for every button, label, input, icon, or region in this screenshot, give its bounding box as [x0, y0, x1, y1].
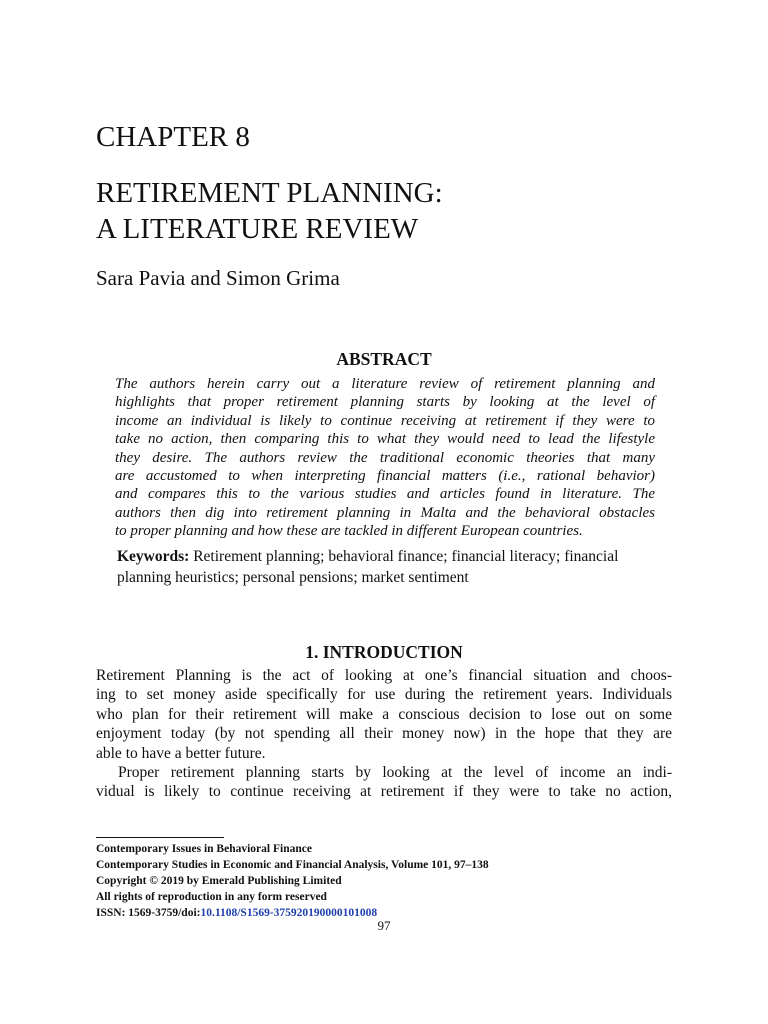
abstract-line: authors then dig into retirement planning in Malta and the behavioral obstacles — [115, 504, 655, 521]
introduction-line: enjoyment today (by not spending all their money now) in the hope that they are — [96, 725, 672, 743]
abstract-body — [115, 375, 655, 541]
doi-link[interactable]: 10.1108/S1569-375920190000101008 — [200, 907, 378, 919]
introduction-line: who plan for their retirement will make a conscious decision to lose out on some — [96, 705, 672, 723]
chapter-title-line: RETIREMENT PLANNING: — [96, 177, 443, 209]
abstract-line: highlights that proper retirement planning starts by looking at the level of — [115, 394, 655, 411]
footnote-book-title: Contemporary Issues in Behavioral Finance — [96, 843, 312, 855]
abstract-line: to proper planning and how these are tackled in different European countries. — [115, 523, 583, 540]
page-number: 97 — [377, 918, 391, 933]
issn-prefix: ISSN: 1569-3759/doi: — [96, 907, 201, 919]
introduction-body — [96, 666, 672, 802]
abstract-line: income an individual is likely to continue receiving at retirement if they were to — [115, 412, 655, 429]
chapter-title — [96, 175, 443, 247]
introduction-line: vidual is likely to continue receiving at retirement if they were to take no action, — [96, 783, 672, 801]
abstract-line: take no action, then comparing this to what they would need to lead the lifestyle — [115, 431, 655, 448]
footnote-copyright: Copyright © 2019 by Emerald Publishing Limited — [96, 875, 342, 887]
abstract-line: The authors herein carry out a literature review of retirement planning and — [115, 376, 655, 392]
footnote-rule — [96, 837, 224, 838]
introduction-line: Retirement Planning is the act of looking at one’s financial situation and choos- — [96, 667, 672, 684]
footnote-series: Contemporary Studies in Economic and Financial Analysis, Volume 101, 97–138 — [96, 859, 489, 871]
keywords-label: Keywords: — [117, 548, 190, 565]
introduction-line: Proper retirement planning starts by looking at the level of income an indi- — [118, 764, 672, 782]
introduction-line: able to have a better future. — [96, 744, 266, 762]
abstract-line: and compares this to the various studies and articles found in literature. The — [115, 486, 655, 503]
keywords — [117, 547, 657, 588]
introduction-line: ing to set money aside specifically for use during the retirement years. Individuals — [96, 686, 672, 704]
footnotes — [96, 841, 489, 921]
abstract-line: are accustomed to when interpreting financial matters (i.e., rational behavior) — [115, 468, 655, 485]
authors: Sara Pavia and Simon Grima — [96, 266, 340, 290]
abstract-line: they desire. The authors review the traditional economic theories that many — [115, 449, 655, 466]
footnote-rights: All rights of reproduction in any form reserved — [96, 891, 327, 903]
abstract-heading: ABSTRACT — [336, 349, 432, 369]
chapter-label: CHAPTER 8 — [96, 121, 250, 153]
introduction-heading: 1. INTRODUCTION — [305, 642, 463, 662]
chapter-title-line: A LITERATURE REVIEW — [96, 213, 419, 245]
keywords-text: Retirement planning; behavioral finance; financial literacy; financial planning heuristics; personal pensions; market sentiment — [117, 548, 619, 586]
